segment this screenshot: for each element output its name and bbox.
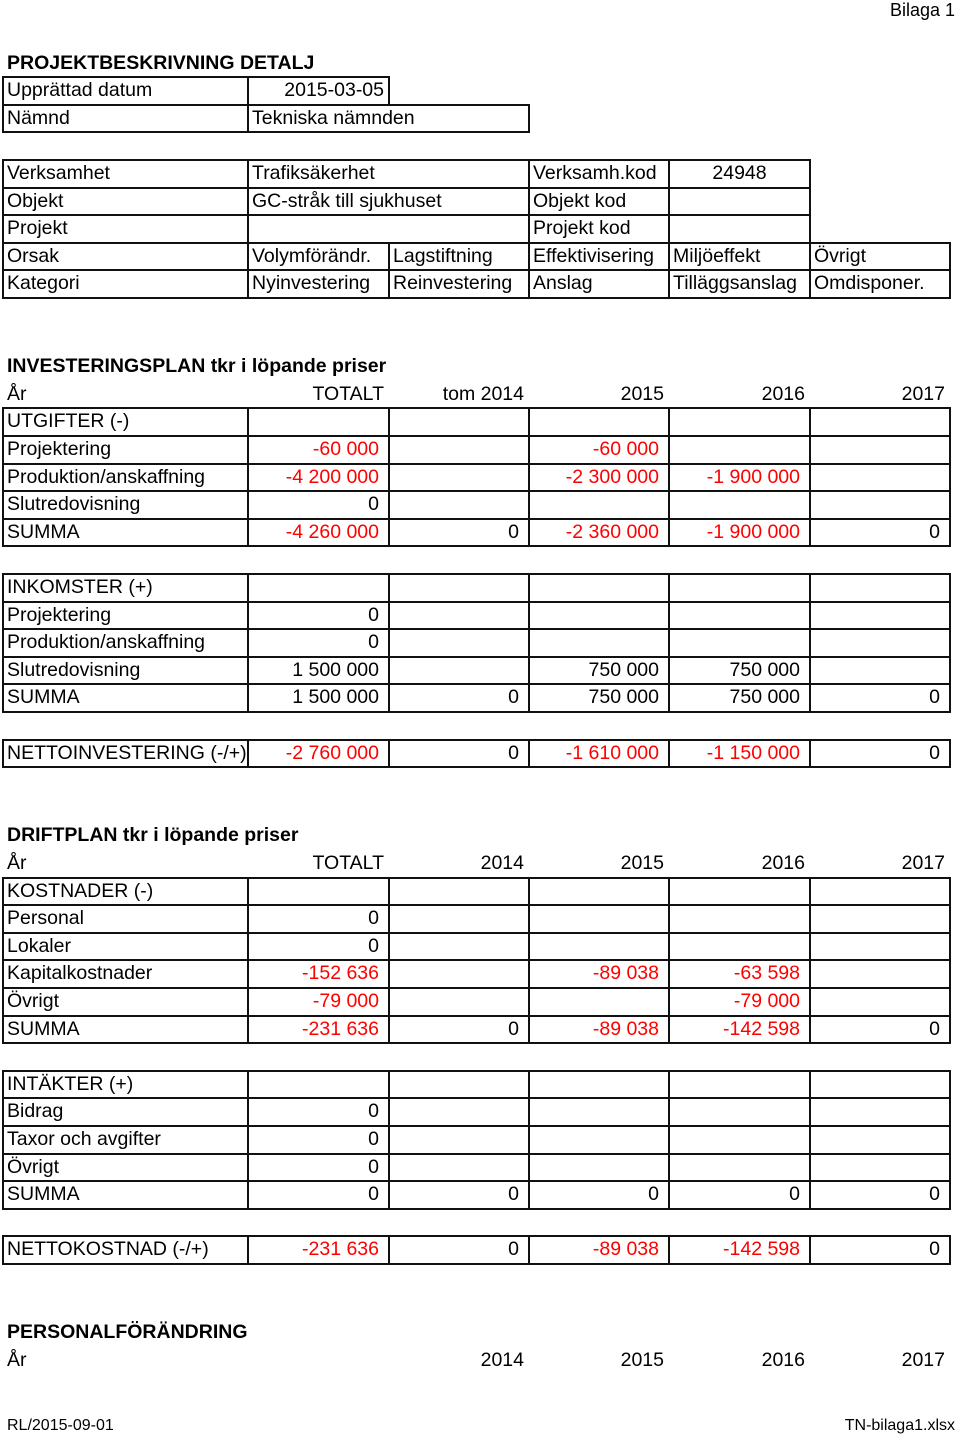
operating-title-row — [0, 822, 960, 850]
empty-cell — [669, 408, 810, 436]
value-totalt: -4 260 000 — [248, 519, 389, 547]
empty-cell — [389, 574, 529, 602]
value-totalt: 1 500 000 — [248, 657, 389, 685]
value-2017 — [810, 491, 950, 519]
object-value: GC-stråk till sjukhuset — [248, 188, 529, 216]
activity-row — [0, 160, 960, 188]
category-row — [0, 270, 960, 298]
project-value — [248, 215, 529, 243]
value-2014 — [389, 905, 529, 933]
object-label: Objekt — [3, 188, 248, 216]
value-2017: 0 — [810, 1181, 950, 1209]
row-label: Övrigt — [3, 1154, 248, 1182]
value-2017 — [810, 464, 950, 492]
staff-change-title: PERSONALFÖRÄNDRING — [7, 1321, 248, 1344]
expenses-row — [0, 464, 960, 492]
revenue-row — [0, 1126, 960, 1154]
income-heading: INKOMSTER (+) — [3, 574, 248, 602]
project-row — [0, 215, 960, 243]
empty-cell — [529, 408, 669, 436]
value-2016: 750 000 — [669, 684, 810, 712]
value-2014: 0 — [389, 1181, 529, 1209]
column-header-2017: 2017 — [901, 382, 945, 405]
value-totalt: 0 — [248, 491, 389, 519]
net-value-2016: -1 150 000 — [669, 740, 810, 768]
row-label: SUMMA — [3, 1181, 248, 1209]
value-2015 — [529, 1098, 669, 1126]
value-2017 — [810, 657, 950, 685]
value-2016 — [669, 629, 810, 657]
investment-title: INVESTERINGSPLAN tkr i löpande priser — [7, 355, 387, 378]
empty-cell — [669, 878, 810, 906]
net-value-2014: 0 — [389, 1236, 529, 1264]
value-2016 — [669, 933, 810, 961]
revenue-row — [0, 1181, 960, 1209]
value-totalt: -152 636 — [248, 960, 389, 988]
value-2016: -63 598 — [669, 960, 810, 988]
net-value-tom-2014: 0 — [389, 740, 529, 768]
row-label: Projektering — [3, 602, 248, 630]
value-2017 — [810, 1098, 950, 1126]
value-2015: -89 038 — [529, 1016, 669, 1044]
income-row — [0, 602, 960, 630]
value-2015 — [529, 491, 669, 519]
row-label: Projektering — [3, 436, 248, 464]
column-header-tom-2014: tom 2014 — [442, 382, 524, 405]
reason-option-effektivisering: Effektivisering — [529, 243, 669, 271]
value-2017 — [810, 602, 950, 630]
project-code-label: Projekt kod — [529, 215, 669, 243]
value-2015: 750 000 — [529, 657, 669, 685]
value-tom-2014 — [389, 491, 529, 519]
value-2017 — [810, 960, 950, 988]
net-value-2016: -142 598 — [669, 1236, 810, 1264]
investment-net-row — [0, 740, 960, 768]
value-tom-2014: 0 — [389, 519, 529, 547]
net-label: NETTOINVESTERING (-/+) — [3, 740, 248, 768]
value-2016 — [669, 1098, 810, 1126]
empty-cell — [810, 574, 950, 602]
net-label: NETTOKOSTNAD (-/+) — [3, 1236, 248, 1264]
value-2015: -2 300 000 — [529, 464, 669, 492]
reason-option-vrigt: Övrigt — [810, 243, 950, 271]
object-row — [0, 188, 960, 216]
income-heading-row — [0, 574, 960, 602]
net-value-totalt: -2 760 000 — [248, 740, 389, 768]
value-tom-2014 — [389, 602, 529, 630]
year-label: År — [7, 1348, 27, 1371]
row-label: Taxor och avgifter — [3, 1126, 248, 1154]
row-label: Personal — [3, 905, 248, 933]
reason-option-lagstiftning: Lagstiftning — [389, 243, 529, 271]
value-2015 — [529, 629, 669, 657]
empty-cell — [389, 1071, 529, 1099]
value-2017: 0 — [810, 1016, 950, 1044]
row-label: SUMMA — [3, 1016, 248, 1044]
category-option-omdisponer: Omdisponer. — [810, 270, 950, 298]
expenses-row — [0, 519, 960, 547]
value-2016: -142 598 — [669, 1016, 810, 1044]
costs-row — [0, 933, 960, 961]
costs-row — [0, 905, 960, 933]
date-row — [0, 77, 960, 105]
value-2016 — [669, 436, 810, 464]
expenses-row — [0, 491, 960, 519]
board-value: Tekniska nämnden — [248, 105, 529, 133]
empty-cell — [810, 1071, 950, 1099]
value-totalt: 0 — [248, 629, 389, 657]
value-2014 — [389, 1098, 529, 1126]
document-title-row — [0, 50, 960, 78]
value-2014 — [389, 1154, 529, 1182]
value-2015: -2 360 000 — [529, 519, 669, 547]
project-label: Projekt — [3, 215, 248, 243]
value-2015 — [529, 1154, 669, 1182]
value-2016 — [669, 1154, 810, 1182]
row-label: Kapitalkostnader — [3, 960, 248, 988]
object-code-label: Objekt kod — [529, 188, 669, 216]
column-header-2015: 2015 — [620, 1348, 664, 1371]
object-code-value — [669, 188, 810, 216]
value-2014 — [389, 960, 529, 988]
activity-code-value: 24948 — [669, 160, 810, 188]
value-2014 — [389, 1126, 529, 1154]
value-2017 — [810, 1126, 950, 1154]
value-2017 — [810, 436, 950, 464]
activity-code-label: Verksamh.kod — [529, 160, 669, 188]
column-header-2014: 2014 — [480, 1348, 524, 1371]
revenue-heading-row — [0, 1071, 960, 1099]
empty-cell — [248, 878, 389, 906]
value-2014 — [389, 933, 529, 961]
category-option-till-ggsanslag: Tilläggsanslag — [669, 270, 810, 298]
category-option-reinvestering: Reinvestering — [389, 270, 529, 298]
board-row — [0, 105, 960, 133]
costs-heading-row — [0, 878, 960, 906]
row-label: Produktion/anskaffning — [3, 464, 248, 492]
value-totalt: -79 000 — [248, 988, 389, 1016]
value-2017 — [810, 905, 950, 933]
value-2016: -1 900 000 — [669, 519, 810, 547]
activity-value: Trafiksäkerhet — [248, 160, 529, 188]
column-header-2015: 2015 — [620, 382, 664, 405]
value-totalt: 0 — [248, 933, 389, 961]
row-label: SUMMA — [3, 684, 248, 712]
value-totalt: 0 — [248, 1181, 389, 1209]
row-label: Slutredovisning — [3, 491, 248, 519]
value-2016: 750 000 — [669, 657, 810, 685]
attachment-label: Bilaga 1 — [889, 0, 955, 20]
value-tom-2014 — [389, 464, 529, 492]
column-header-totalt: TOTALT — [312, 852, 384, 874]
empty-cell — [248, 408, 389, 436]
value-2016 — [669, 1126, 810, 1154]
costs-row — [0, 960, 960, 988]
reason-row — [0, 243, 960, 271]
value-2015: 750 000 — [529, 684, 669, 712]
value-2015: -89 038 — [529, 960, 669, 988]
reason-option-volymf-r-ndr: Volymförändr. — [248, 243, 389, 271]
value-2014: 0 — [389, 1016, 529, 1044]
value-2015: 0 — [529, 1181, 669, 1209]
value-2017: 0 — [810, 684, 950, 712]
revenue-row — [0, 1098, 960, 1126]
value-2014 — [389, 988, 529, 1016]
value-2017 — [810, 988, 950, 1016]
year-label: År — [7, 852, 27, 874]
operating-year-row — [0, 850, 960, 878]
value-2015 — [529, 988, 669, 1016]
value-2015 — [529, 933, 669, 961]
costs-row — [0, 1016, 960, 1044]
value-2017 — [810, 1154, 950, 1182]
value-2016: -1 900 000 — [669, 464, 810, 492]
footer-filename: TN-bilaga1.xlsx — [844, 1417, 955, 1434]
net-value-2015: -89 038 — [529, 1236, 669, 1264]
value-tom-2014 — [389, 629, 529, 657]
column-header-2016: 2016 — [761, 382, 805, 405]
value-totalt: -231 636 — [248, 1016, 389, 1044]
column-header-2017: 2017 — [901, 1348, 945, 1371]
operating-title: DRIFTPLAN tkr i löpande priser — [7, 824, 299, 847]
value-totalt: 0 — [248, 1098, 389, 1126]
net-value-2015: -1 610 000 — [529, 740, 669, 768]
costs-row — [0, 988, 960, 1016]
value-2016 — [669, 602, 810, 630]
revenue-heading: INTÄKTER (+) — [3, 1071, 248, 1099]
row-label: Lokaler — [3, 933, 248, 961]
income-row — [0, 657, 960, 685]
empty-cell — [669, 1071, 810, 1099]
row-label: Övrigt — [3, 988, 248, 1016]
income-row — [0, 629, 960, 657]
column-header-2015: 2015 — [620, 852, 664, 874]
value-2015: -60 000 — [529, 436, 669, 464]
value-2016 — [669, 491, 810, 519]
expenses-heading: UTGIFTER (-) — [3, 408, 248, 436]
empty-cell — [529, 574, 669, 602]
project-code-value — [669, 215, 810, 243]
empty-cell — [389, 878, 529, 906]
empty-cell — [389, 408, 529, 436]
income-row — [0, 684, 960, 712]
empty-cell — [529, 878, 669, 906]
investment-year-row — [0, 381, 960, 409]
value-totalt: 0 — [248, 602, 389, 630]
board-label: Nämnd — [3, 105, 248, 133]
value-totalt: -4 200 000 — [248, 464, 389, 492]
column-header-2017: 2017 — [901, 852, 945, 874]
expenses-heading-row — [0, 408, 960, 436]
value-totalt: 0 — [248, 1154, 389, 1182]
empty-cell — [810, 878, 950, 906]
category-label: Kategori — [3, 270, 248, 298]
operating-net-row — [0, 1236, 960, 1264]
value-2015 — [529, 905, 669, 933]
expenses-row — [0, 436, 960, 464]
category-option-anslag: Anslag — [529, 270, 669, 298]
value-2015 — [529, 602, 669, 630]
value-2016 — [669, 905, 810, 933]
staff-change-title-row — [0, 1319, 960, 1347]
revenue-row — [0, 1154, 960, 1182]
date-label: Upprättad datum — [3, 77, 248, 105]
value-tom-2014 — [389, 657, 529, 685]
empty-cell — [529, 1071, 669, 1099]
empty-cell — [248, 1071, 389, 1099]
activity-label: Verksamhet — [3, 160, 248, 188]
row-label: Slutredovisning — [3, 657, 248, 685]
value-2017 — [810, 629, 950, 657]
row-label: Bidrag — [3, 1098, 248, 1126]
row-label: SUMMA — [3, 519, 248, 547]
column-header-2016: 2016 — [761, 1348, 805, 1371]
investment-title-row — [0, 353, 960, 381]
reason-label: Orsak — [3, 243, 248, 271]
year-label: År — [7, 382, 27, 405]
value-totalt: -60 000 — [248, 436, 389, 464]
value-2017: 0 — [810, 519, 950, 547]
net-value-2017: 0 — [810, 1236, 950, 1264]
column-header-2016: 2016 — [761, 852, 805, 874]
empty-cell — [669, 574, 810, 602]
value-2015 — [529, 1126, 669, 1154]
column-header-totalt: TOTALT — [312, 382, 384, 405]
value-tom-2014 — [389, 436, 529, 464]
value-2016: -79 000 — [669, 988, 810, 1016]
date-value: 2015-03-05 — [248, 77, 389, 105]
net-value-2017: 0 — [810, 740, 950, 768]
column-header-2014: 2014 — [480, 852, 524, 874]
value-totalt: 0 — [248, 905, 389, 933]
footer-date: RL/2015-09-01 — [7, 1417, 114, 1434]
net-value-totalt: -231 636 — [248, 1236, 389, 1264]
value-totalt: 0 — [248, 1126, 389, 1154]
staff-change-year-row — [0, 1347, 960, 1375]
value-2017 — [810, 933, 950, 961]
value-tom-2014: 0 — [389, 684, 529, 712]
reason-option-milj-effekt: Miljöeffekt — [669, 243, 810, 271]
row-label: Produktion/anskaffning — [3, 629, 248, 657]
value-totalt: 1 500 000 — [248, 684, 389, 712]
empty-cell — [810, 408, 950, 436]
category-option-nyinvestering: Nyinvestering — [248, 270, 389, 298]
value-2016: 0 — [669, 1181, 810, 1209]
costs-heading: KOSTNADER (-) — [3, 878, 248, 906]
document-title: PROJEKTBESKRIVNING DETALJ — [7, 51, 315, 74]
empty-cell — [248, 574, 389, 602]
